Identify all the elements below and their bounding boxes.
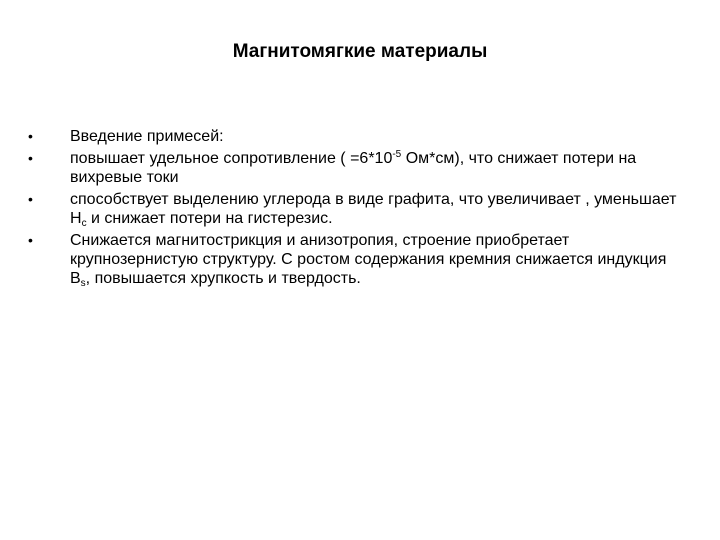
subscript: с	[81, 218, 87, 229]
exponent: -5	[392, 149, 402, 160]
bullet-text	[70, 149, 678, 187]
bullet-text-before: Снижается магнитострикция и анизотропия, строение приобретает крупнозернистую структуру. С ростом содержания кремния снижается индукция В	[70, 232, 667, 287]
bullet-text	[70, 127, 678, 146]
bullet-text	[70, 190, 678, 228]
slide-title: Магнитомягкие материалы	[232, 41, 488, 62]
bullet-text-before: повышает удельное сопротивление ( =6*10	[70, 150, 393, 167]
bullet-dot-icon: •	[28, 128, 33, 144]
bullet-dot-icon: •	[28, 191, 33, 207]
list-item	[28, 190, 678, 228]
bullet-text-after: , повышается хрупкость и твердость.	[85, 270, 361, 287]
bullet-text-main: Введение примесей:	[70, 128, 224, 145]
bullet-text-before: способствует выделению углерода в виде графита, что увеличивает , уменьшает Н	[70, 191, 677, 227]
bullet-dot-icon: •	[28, 150, 33, 166]
bullet-text	[70, 231, 678, 288]
list-item	[28, 149, 678, 187]
list-item	[28, 127, 678, 146]
bullet-text-after: Ом*см), что снижает потери на вихревые токи	[70, 150, 637, 186]
subscript: s	[80, 278, 86, 289]
bullet-dot-icon: •	[28, 232, 33, 248]
bullet-list	[28, 127, 678, 291]
bullet-text-after: и снижает потери на гистерезис.	[86, 210, 333, 227]
list-item	[28, 231, 678, 288]
